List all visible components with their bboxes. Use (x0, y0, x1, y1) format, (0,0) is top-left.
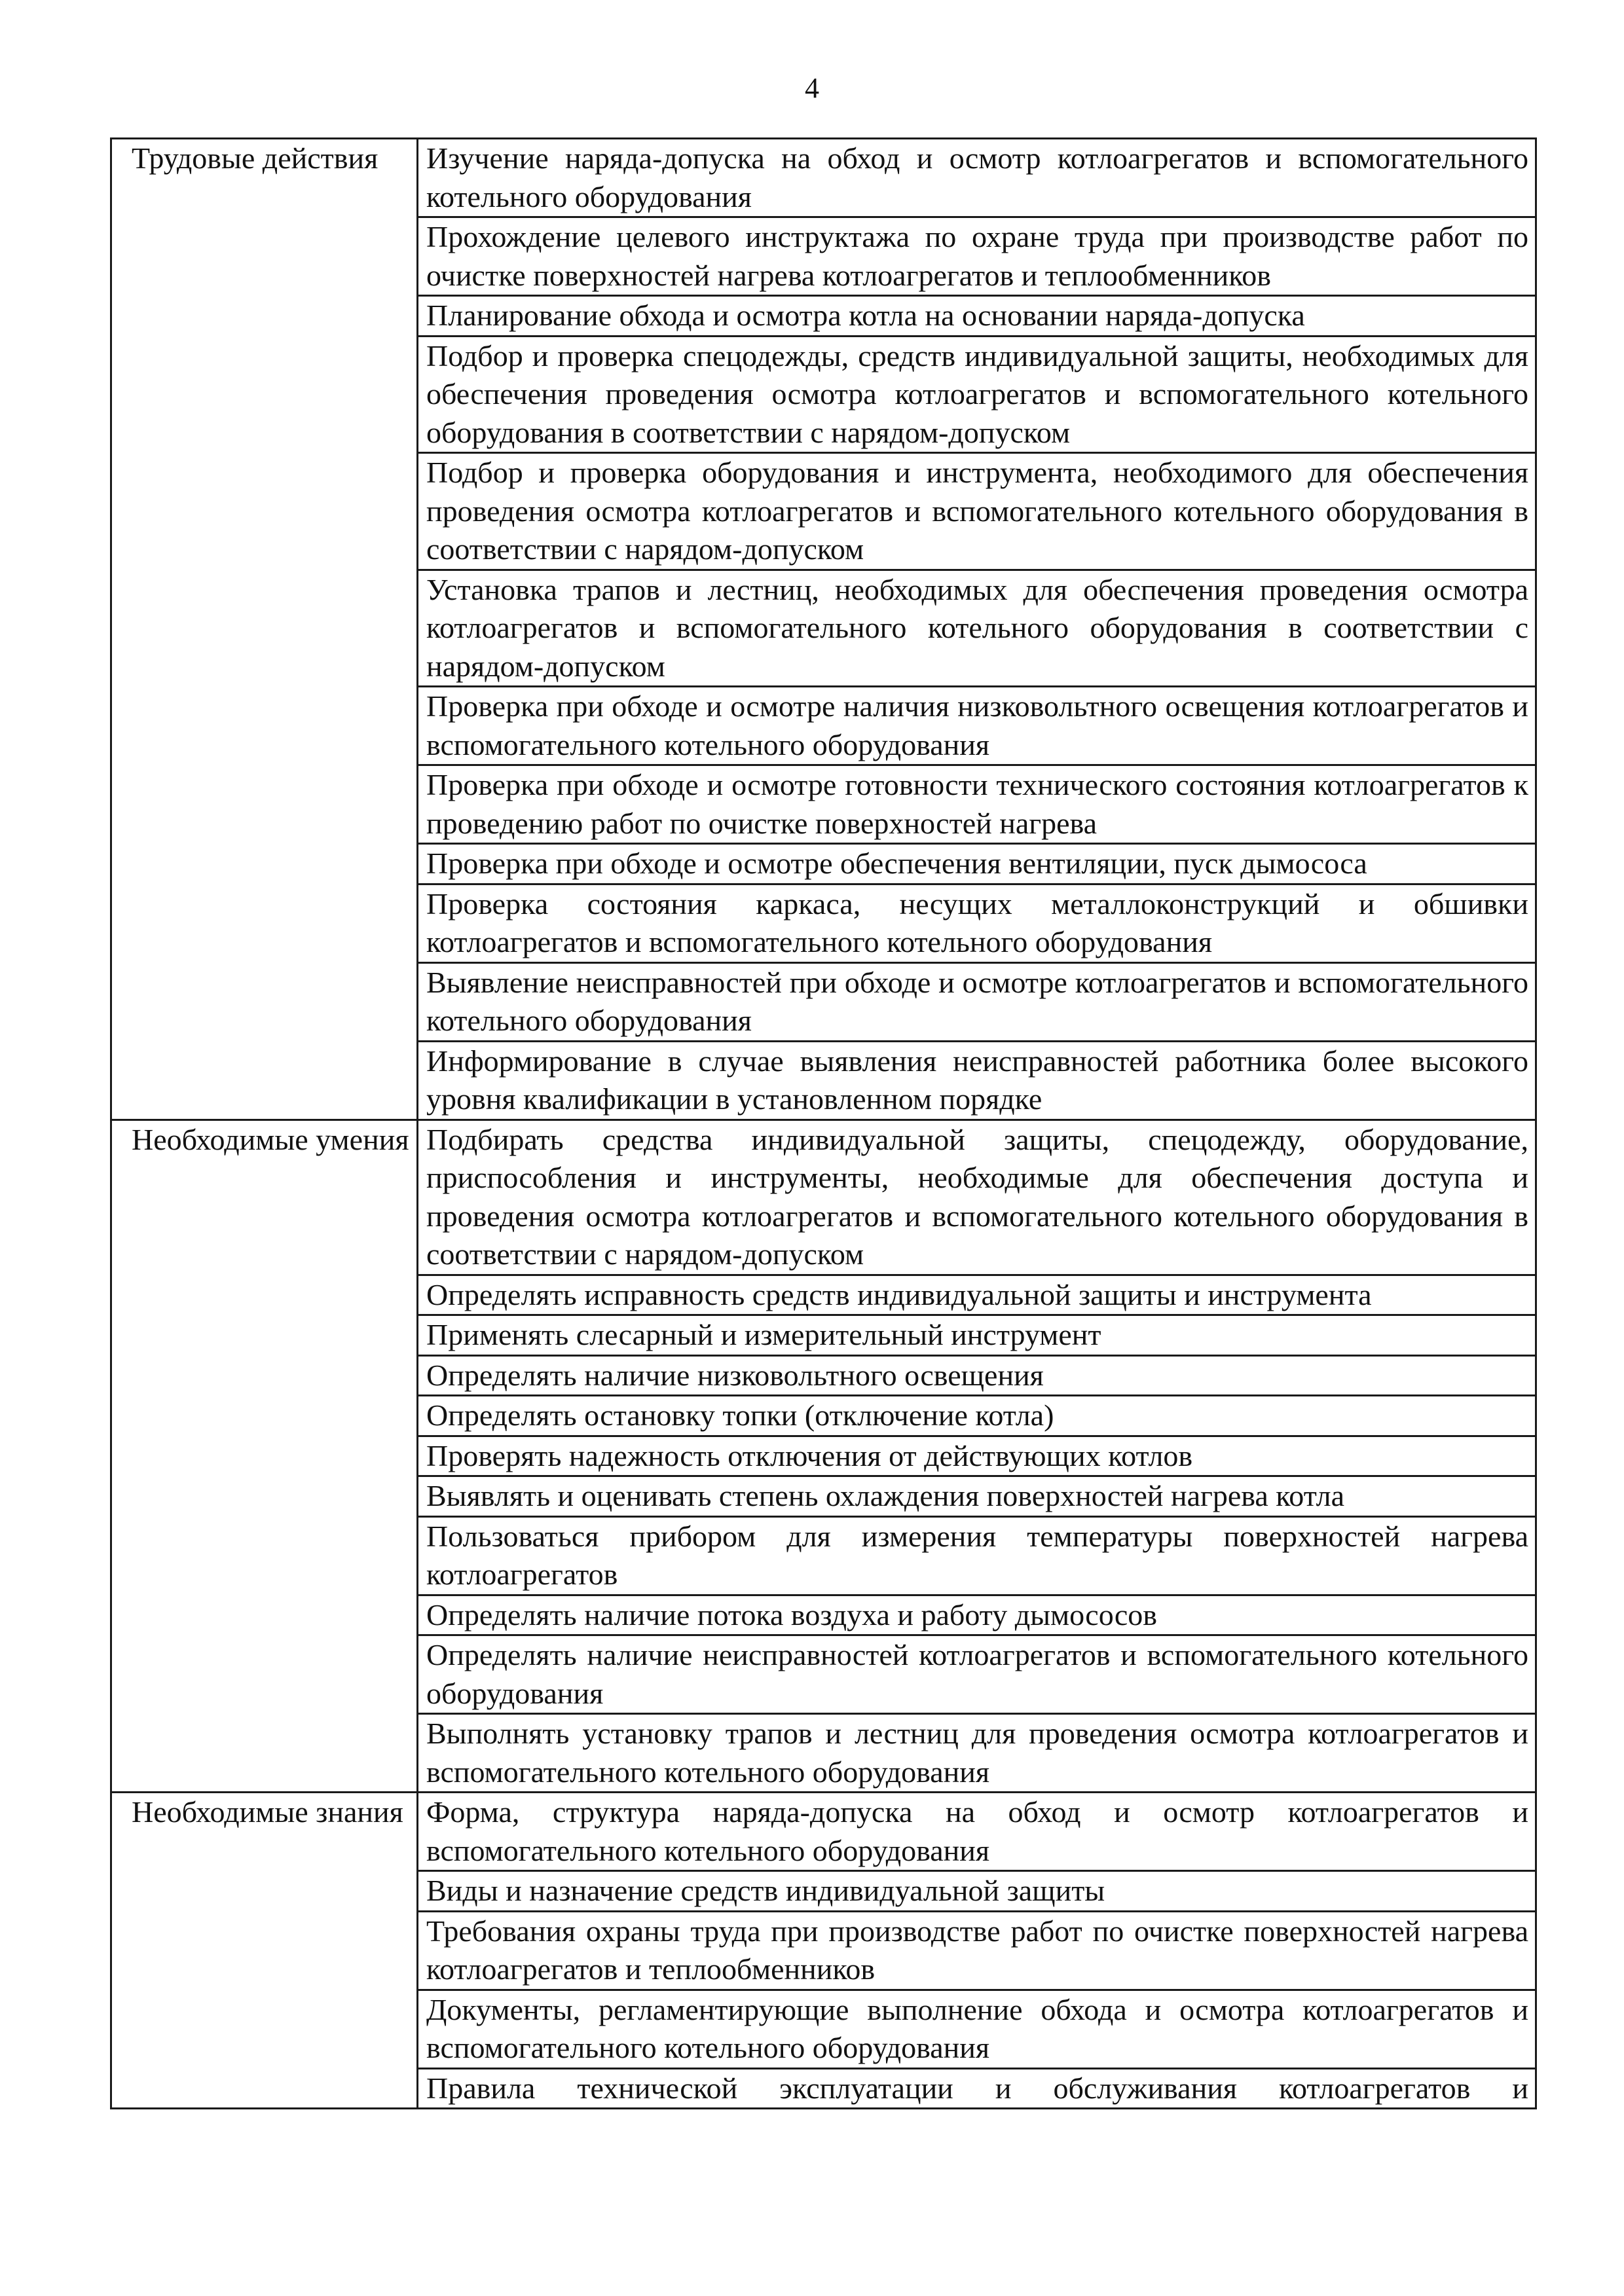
table-cell-item: Выявление неисправностей при обходе и осмотре котлоагрегатов и вспомогательного котельного оборудования (418, 962, 1536, 1041)
table-cell-item: Установка трапов и лестниц, необходимых для обеспечения проведения осмотра котлоагрегатов и вспомогательного котельного оборудования в соответствии с нарядом-допуском (418, 570, 1536, 687)
section-label: Необходимые умения (111, 1120, 418, 1793)
section-label: Трудовые действия (111, 139, 418, 1120)
table-cell-item: Правила технической эксплуатации и обслуживания котлоагрегатов и (418, 2068, 1536, 2109)
table-cell-item: Проверка при обходе и осмотре готовности технического состояния котлоагрегатов к проведению работ по очистке поверхностей нагрева (418, 765, 1536, 844)
table-cell-item: Планирование обхода и осмотра котла на основании наряда-допуска (418, 296, 1536, 337)
table-row (111, 1793, 1536, 1871)
table-cell-item: Применять слесарный и измерительный инструмент (418, 1315, 1536, 1356)
table-cell-item: Подбор и проверка оборудования и инструмента, необходимого для обеспечения проведения осмотра котлоагрегатов и вспомогательного котельного оборудования в соответствии с нарядом-допуском (418, 453, 1536, 570)
table-cell-item: Документы, регламентирующие выполнение обхода и осмотра котлоагрегатов и вспомогательного котельного оборудования (418, 1990, 1536, 2068)
table-cell-item: Проверять надежность отключения от действующих котлов (418, 1436, 1536, 1476)
table-row (111, 139, 1536, 217)
section-label: Необходимые знания (111, 1793, 418, 2109)
table-cell-item: Подбирать средства индивидуальной защиты, спецодежду, оборудование, приспособления и инструменты, необходимые для обеспечения доступа и проведения осмотра котлоагрегатов и вспомогательного котельного оборудования в соответствии с нарядом-допуском (418, 1120, 1536, 1275)
table-cell-item: Проверка состояния каркаса, несущих металлоконструкций и обшивки котлоагрегатов и вспомогательного котельного оборудования (418, 884, 1536, 962)
table-cell-item: Требования охраны труда при производстве работ по очистке поверхностей нагрева котлоагрегатов и теплообменников (418, 1911, 1536, 1990)
table-cell-item: Определять остановку топки (отключение котла) (418, 1396, 1536, 1436)
table-cell-item: Проверка при обходе и осмотре обеспечения вентиляции, пуск дымососа (418, 844, 1536, 884)
table-cell-item: Форма, структура наряда-допуска на обход и осмотр котлоагрегатов и вспомогательного котельного оборудования (418, 1793, 1536, 1871)
table-cell-item: Прохождение целевого инструктажа по охране труда при производстве работ по очистке поверхностей нагрева котлоагрегатов и теплообменников (418, 217, 1536, 296)
table-body (111, 139, 1536, 2109)
table-cell-item: Выполнять установку трапов и лестниц для проведения осмотра котлоагрегатов и вспомогательного котельного оборудования (418, 1714, 1536, 1793)
table-cell-item: Пользоваться прибором для измерения температуры поверхностей нагрева котлоагрегатов (418, 1516, 1536, 1595)
page-number: 4 (805, 72, 819, 104)
table-cell-item: Информирование в случае выявления неисправностей работника более высокого уровня квалификации в установленном порядке (418, 1041, 1536, 1120)
competency-table (110, 137, 1537, 2109)
table-cell-item: Определять исправность средств индивидуальной защиты и инструмента (418, 1275, 1536, 1315)
table-cell-item: Выявлять и оценивать степень охлаждения поверхностей нагрева котла (418, 1476, 1536, 1517)
table-cell-item: Определять наличие низковольтного освещения (418, 1355, 1536, 1396)
table-row (111, 1120, 1536, 1275)
table-cell-item: Подбор и проверка спецодежды, средств индивидуальной защиты, необходимых для обеспечения проведения осмотра котлоагрегатов и вспомогательного котельного оборудования в соответствии с нарядом-допуском (418, 336, 1536, 453)
table-cell-item: Определять наличие неисправностей котлоагрегатов и вспомогательного котельного оборудования (418, 1635, 1536, 1714)
table-cell-item: Виды и назначение средств индивидуальной защиты (418, 1871, 1536, 1912)
table-cell-item: Проверка при обходе и осмотре наличия низковольтного освещения котлоагрегатов и вспомогательного котельного оборудования (418, 687, 1536, 765)
table-cell-item: Определять наличие потока воздуха и работу дымососов (418, 1595, 1536, 1635)
table-cell-item: Изучение наряда-допуска на обход и осмотр котлоагрегатов и вспомогательного котельного оборудования (418, 139, 1536, 217)
